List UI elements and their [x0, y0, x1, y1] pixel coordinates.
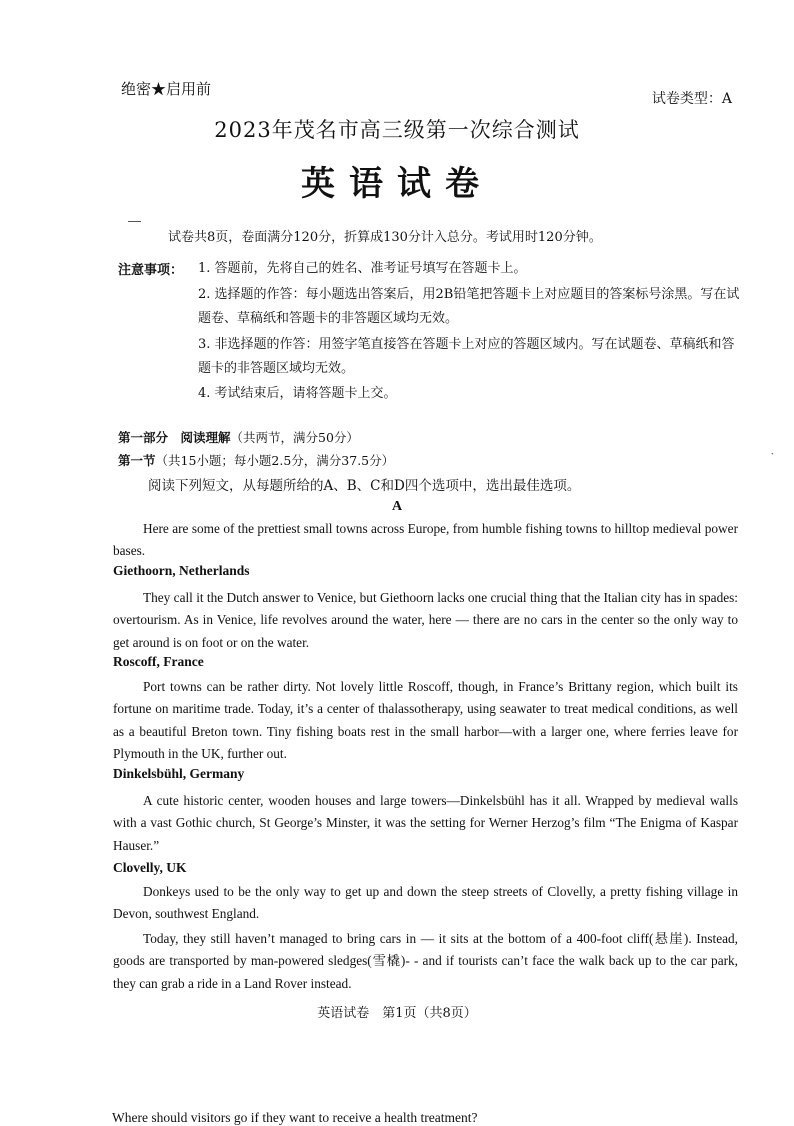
- passage-label: A: [391, 499, 403, 514]
- passage-intro: Here are some of the prettiest small towns across Europe, from humble fishing towns to hilltop medieval power bases.: [113, 521, 738, 559]
- subject-title: 英语试卷: [301, 164, 493, 204]
- exam-summary: 试卷共8页，卷面满分120分，折算成130分计入总分。考试用时120分钟。: [168, 230, 602, 245]
- instruction: 阅读下列短文，从每题所给的A、B、C和D四个选项中，选出最佳选项。: [148, 478, 581, 494]
- scan-mark: [128, 221, 141, 222]
- section-heading: Roscoff, France: [113, 654, 204, 669]
- paper-type: 试卷类型：A: [651, 91, 732, 107]
- note-item: 1. 答题前，先将自己的姓名、准考证号填写在答题卡上。: [198, 261, 527, 276]
- section-one-title: 第一节: [118, 453, 156, 468]
- note-item: 4. 考试结束后，请将答题卡上交。: [198, 386, 397, 401]
- section-paragraph: Today, they still haven’t managed to bring cars in — it sits at the bottom of a 400-foot cliff(悬崖). Instead, goods are transported by man-powered sledges(雪橇)- - and if tourists can’t face the walk back up to the car park, they can grab a ride in a Land Rover instead.: [113, 931, 738, 991]
- section-one-detail: （共15小题；每小题2.5分，满分37.5分）: [155, 453, 395, 468]
- section-paragraph: A cute historic center, wooden houses and large towers—Dinkelsbühl has it all. Wrapped by medieval walls with a vast Gothic church, St George’s Minster, it was the setting for Werner Herzog’s film “The Enigma of Kaspar Hauser.”: [113, 793, 738, 853]
- section-paragraph: Port towns can be rather dirty. Not lovely little Roscoff, though, in France’s Brittany region, which built its fortune on maritime trade. Today, it’s a center of thalassotherapy, using seawater to treat medical conditions, as well as a beautiful Breton town. Tiny fishing boats rest in the small harbor—with a larger one, where ferries leave for Plymouth in the UK, further out.: [113, 679, 738, 762]
- section-paragraph: They call it the Dutch answer to Venice, but Giethoorn lacks one crucial thing that the Italian city has in spades: overtourism. As in Venice, life revolves around the water, here — there are no cars in the center so the only way to get around is on foot or on the water.: [113, 590, 738, 650]
- section-heading: Giethoorn, Netherlands: [113, 563, 250, 578]
- part-one-title: 第一部分 阅读理解: [118, 430, 231, 445]
- confidential-mark: 绝密★启用前: [121, 80, 212, 98]
- part-one-heading: [118, 428, 359, 446]
- question-partial: Where should visitors go if they want to receive a health treatment?: [112, 1110, 478, 1125]
- section-paragraph: Donkeys used to be the only way to get up and down the steep streets of Clovelly, a pretty fishing village in Devon, southwest England.: [113, 884, 738, 922]
- page-footer: 英语试卷 第1页（共8页）: [317, 1006, 477, 1021]
- notes-label: 注意事项：: [118, 263, 184, 278]
- scan-mark: ˺: [770, 452, 774, 463]
- note-item: 3. 非选择题的作答：用签字笔直接答在答题卡上对应的答题区域内。写在试题卷、草稿纸和答题卡的非答题区域均无效。: [198, 337, 735, 376]
- part-one-detail: （共两节，满分50分）: [230, 430, 359, 445]
- section-heading: Dinkelsbühl, Germany: [113, 766, 245, 781]
- exam-title: 2023年茂名市高三级第一次综合测试: [214, 118, 580, 142]
- note-item: 2. 选择题的作答：每小题选出答案后，用2B铅笔把答题卡上对应题目的答案标号涂黑。写在试题卷、草稿纸和答题卡的非答题区域均无效。: [198, 287, 740, 326]
- section-one-heading: [118, 451, 394, 469]
- section-heading: Clovelly, UK: [113, 860, 187, 875]
